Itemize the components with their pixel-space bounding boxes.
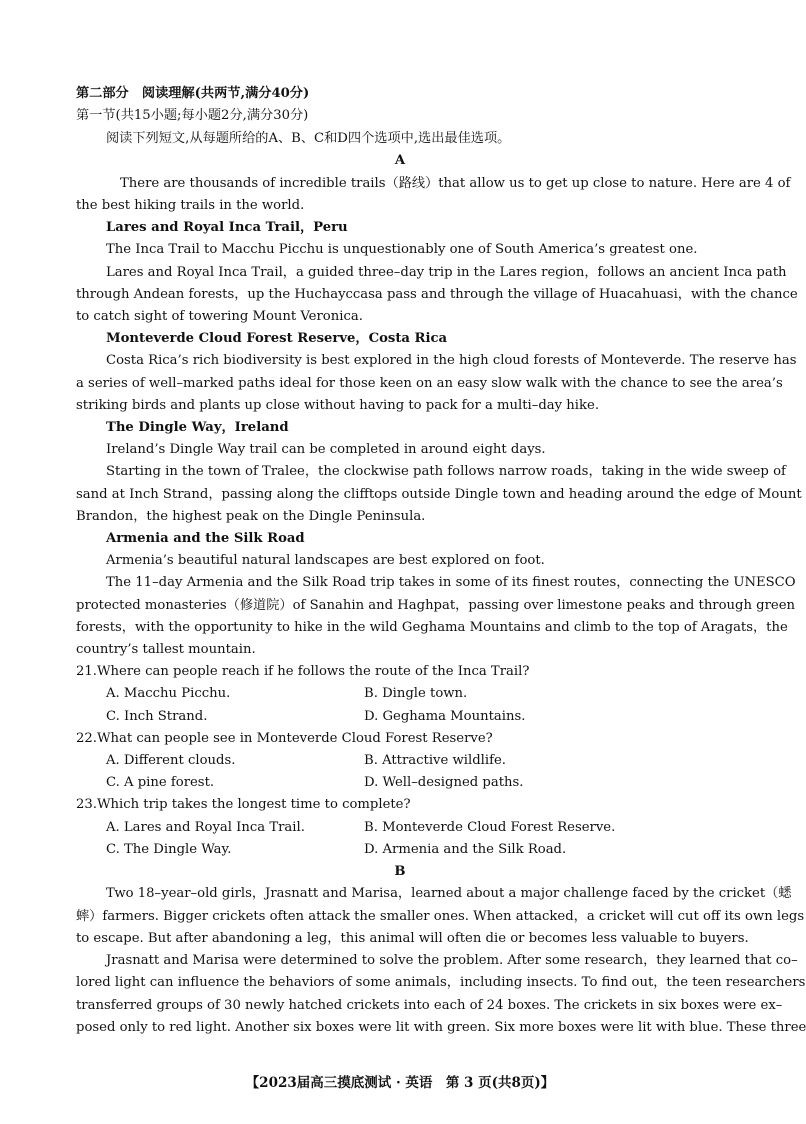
paragraph-line: Lares and Royal Inca Trail，a guided three–day trip in the Lares region，follows an ancient Inca path — [106, 265, 787, 280]
paragraph-line: Costa Rica’s rich biodiversity is best explored in the high cloud forests of Monteverde. The reserve has — [106, 353, 797, 368]
paragraph-line: The Inca Trail to Macchu Picchu is unquestionably one of South America’s greatest one. — [106, 242, 698, 257]
option-b: B. Dingle town. — [364, 686, 468, 701]
option-d: D. Well–designed paths. — [364, 775, 524, 790]
passage-a-letter: A — [394, 153, 406, 168]
paragraph-line: lored light can influence the behaviors of some animals，including insects. To find out，the teen researchers — [76, 975, 806, 990]
paragraph-line: to catch sight of towering Mount Veronica. — [76, 309, 363, 324]
question-stem: 21.Where can people reach if he follows the route of the Inca Trail? — [76, 664, 530, 679]
option-a: A. Macchu Picchu. — [106, 686, 231, 701]
trail-heading-peru: Lares and Royal Inca Trail，Peru — [106, 220, 348, 235]
passage-a-intro-line: There are thousands of incredible trails（路线）that allow us to get up close to nature. Here are 4 of — [120, 176, 791, 191]
paragraph-line: The 11–day Armenia and the Silk Road trip takes in some of its finest routes，connecting the UNESCO — [106, 575, 796, 590]
option-d: D. Armenia and the Silk Road. — [364, 842, 567, 857]
option-a: A. Different clouds. — [106, 753, 236, 768]
section-header: 第一节(共15小题;每小题2分,满分30分) — [76, 108, 309, 123]
paragraph-line: Jrasnatt and Marisa were determined to solve the problem. After some research，they learned that co– — [106, 953, 798, 968]
paragraph-line: protected monasteries（修道院）of Sanahin and Haghpat，passing over limestone peaks and through green — [76, 598, 796, 613]
paragraph-line: through Andean forests，up the Huchayccasa pass and through the village of Huacahuasi，with the chance — [76, 287, 798, 302]
paragraph-line: to escape. But after abandoning a leg，this animal will often die or becomes less valuable to buyers. — [76, 931, 749, 946]
option-b: B. Attractive wildlife. — [364, 753, 506, 768]
option-b: B. Monteverde Cloud Forest Reserve. — [364, 820, 616, 835]
paragraph-line: country’s tallest mountain. — [76, 642, 256, 657]
option-c: C. The Dingle Way. — [106, 842, 232, 857]
trail-heading-ireland: The Dingle Way，Ireland — [106, 420, 289, 435]
passage-b-letter: B — [394, 864, 406, 879]
paragraph-line: Brandon，the highest peak on the Dingle Peninsula. — [76, 509, 426, 524]
paragraph-line: Two 18–year–old girls，Jrasnatt and Marisa，learned about a major challenge faced by the cricket（蟋 — [106, 886, 792, 901]
paragraph-line: 蟀）farmers. Bigger crickets often attack the smaller ones. When attacked，a cricket will cut off its own legs — [76, 909, 805, 924]
question-stem: 22.What can people see in Monteverde Cloud Forest Reserve? — [76, 731, 493, 746]
paragraph-line: a series of well–marked paths ideal for those keen on an easy slow walk with the chance to see the area’s — [76, 376, 783, 391]
trail-heading-armenia: Armenia and the Silk Road — [106, 531, 305, 546]
question-stem: 23.Which trip takes the longest time to complete? — [76, 797, 411, 812]
instructions: 阅读下列短文,从每题所给的A、B、C和D四个选项中,选出最佳选项。 — [106, 131, 511, 146]
paragraph-line: posed only to red light. Another six boxes were lit with green. Six more boxes were lit with blue. These three — [76, 1020, 806, 1035]
paragraph-line: Starting in the town of Tralee，the clockwise path follows narrow roads，taking in the wide sweep of — [106, 464, 786, 479]
paragraph-line: striking birds and plants up close without having to pack for a multi–day hike. — [76, 398, 600, 413]
paragraph-line: sand at Inch Strand，passing along the clifftops outside Dingle town and heading around the edge of Mount — [76, 487, 802, 502]
option-c: C. A pine forest. — [106, 775, 215, 790]
part-header: 第二部分 阅读理解(共两节,满分40分) — [76, 86, 310, 101]
option-a: A. Lares and Royal Inca Trail. — [106, 820, 305, 835]
page-footer: 【2023届高三摸底测试 · 英语 第 3 页(共8页)】 — [245, 1075, 555, 1091]
paragraph-line: Armenia’s beautiful natural landscapes are best explored on foot. — [106, 553, 545, 568]
trail-heading-costa-rica: Monteverde Cloud Forest Reserve，Costa Rica — [106, 331, 448, 346]
option-c: C. Inch Strand. — [106, 709, 208, 724]
passage-a-intro-line: the best hiking trails in the world. — [76, 198, 305, 213]
paragraph-line: transferred groups of 30 newly hatched crickets into each of 24 boxes. The crickets in six boxes were ex– — [76, 998, 783, 1013]
paragraph-line: Ireland’s Dingle Way trail can be completed in around eight days. — [106, 442, 546, 457]
paragraph-line: forests，with the opportunity to hike in the wild Geghama Mountains and climb to the top of Aragats，the — [76, 620, 788, 635]
option-d: D. Geghama Mountains. — [364, 709, 526, 724]
